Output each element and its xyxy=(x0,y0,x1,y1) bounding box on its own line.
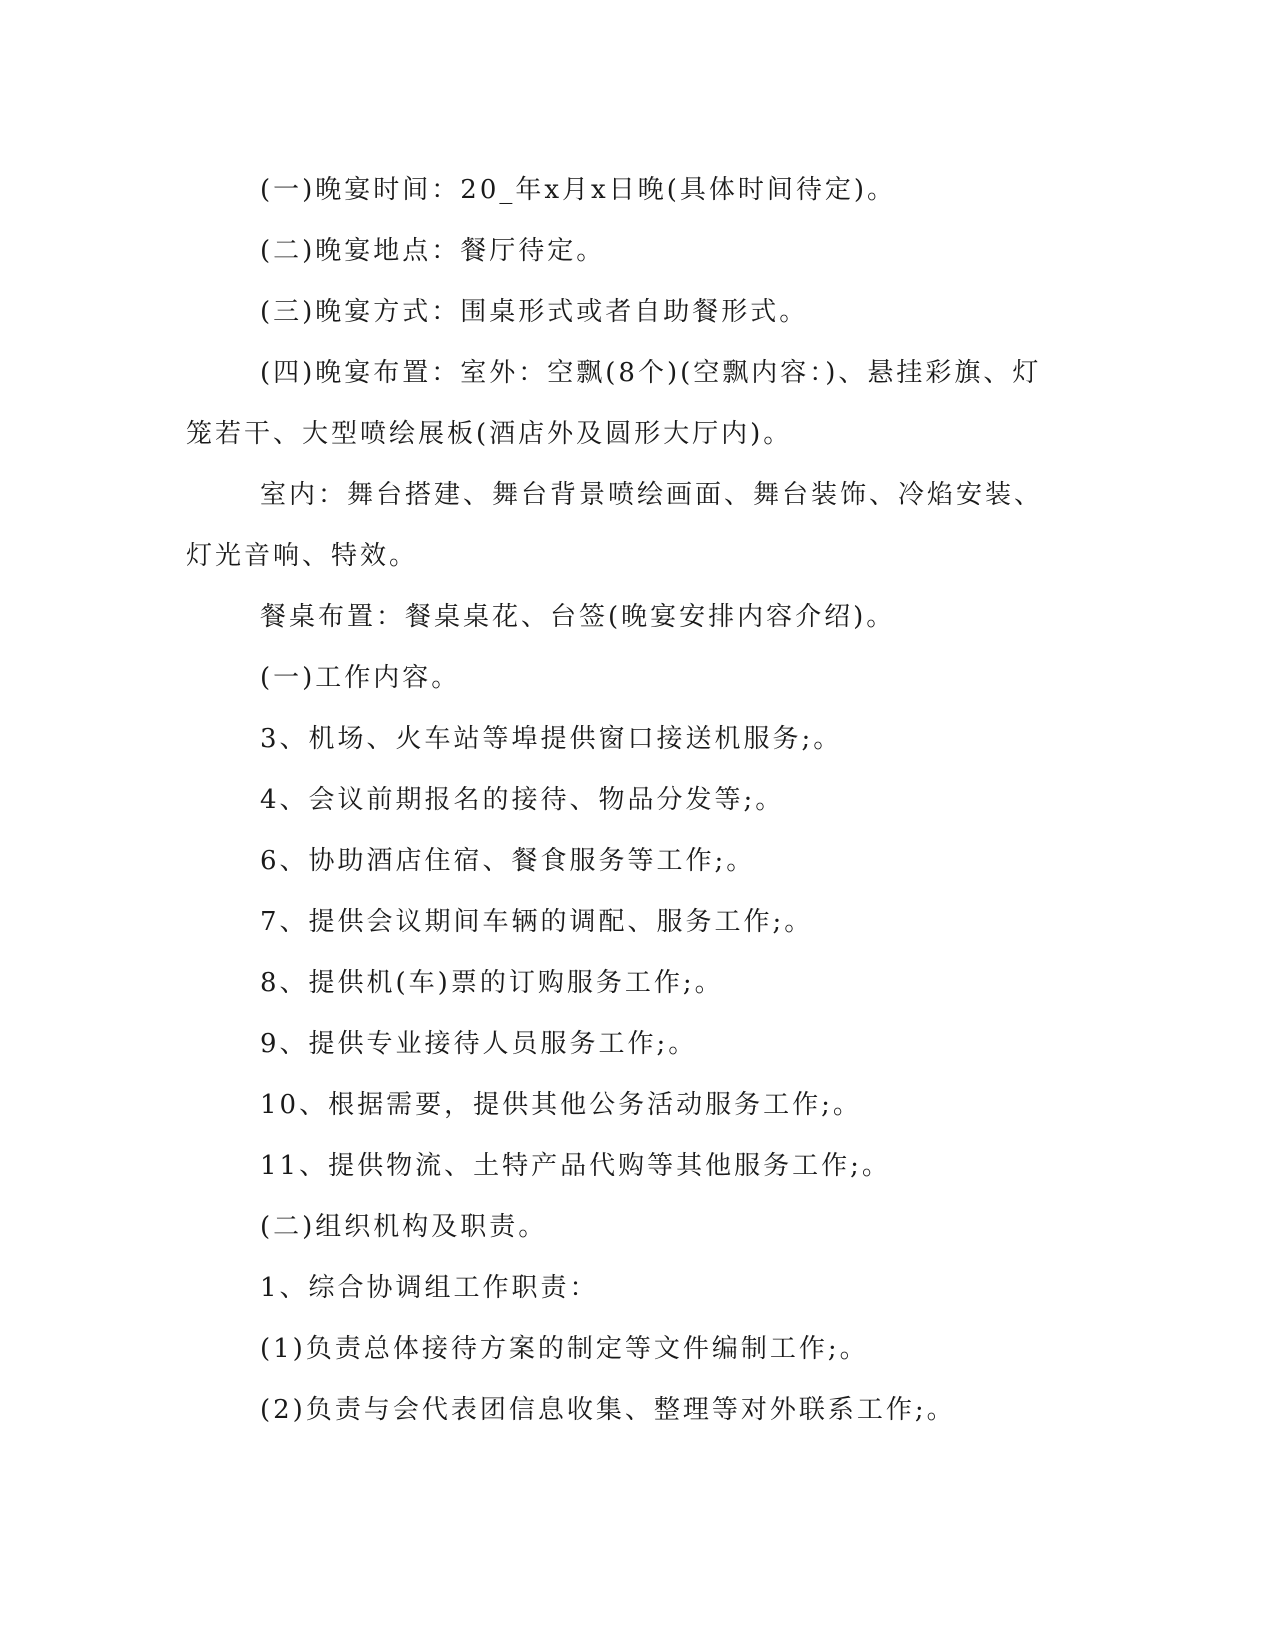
list-item: 3、机场、火车站等埠提供窗口接送机服务;。 xyxy=(260,724,843,754)
paragraph-indoor-setup: 室内：舞台搭建、舞台背景喷绘画面、舞台装饰、冷焰安装、灯光音响、特效。 xyxy=(186,480,1044,571)
paragraph-banquet-layout: (四)晚宴布置：室外：空飘(8个)(空飘内容：)、悬挂彩旗、灯笼若干、大型喷绘展板(酒店外及圆形大厅内)。 xyxy=(186,358,1042,449)
list-item: 4、会议前期报名的接待、物品分发等;。 xyxy=(260,785,785,815)
document-body xyxy=(186,160,1066,1441)
list-item: 11、提供物流、土特产品代购等其他服务工作;。 xyxy=(260,1151,891,1181)
paragraph-work-content-heading: (一)工作内容。 xyxy=(260,663,461,693)
list-item: 10、根据需要，提供其他公务活动服务工作;。 xyxy=(260,1090,862,1120)
list-item: 8、提供机(车)票的订购服务工作;。 xyxy=(260,968,724,998)
paragraph-coordination-group-heading: 1、综合协调组工作职责： xyxy=(260,1273,599,1303)
paragraph-organization-heading: (二)组织机构及职责。 xyxy=(260,1212,548,1242)
paragraph-banquet-location: (二)晚宴地点：餐厅待定。 xyxy=(260,236,606,266)
list-item: 9、提供专业接待人员服务工作;。 xyxy=(260,1029,698,1059)
paragraph-banquet-time: (一)晚宴时间：20_年x月x日晚(具体时间待定)。 xyxy=(260,175,896,205)
list-item: (2)负责与会代表团信息收集、整理等对外联系工作;。 xyxy=(260,1395,956,1425)
paragraph-banquet-format: (三)晚宴方式：围桌形式或者自助餐形式。 xyxy=(260,297,809,327)
list-item: 7、提供会议期间车辆的调配、服务工作;。 xyxy=(260,907,814,937)
list-item: 6、协助酒店住宿、餐食服务等工作;。 xyxy=(260,846,756,876)
list-item: (1)负责总体接待方案的制定等文件编制工作;。 xyxy=(260,1334,869,1364)
paragraph-table-setup: 餐桌布置：餐桌桌花、台签(晚宴安排内容介绍)。 xyxy=(260,602,896,632)
